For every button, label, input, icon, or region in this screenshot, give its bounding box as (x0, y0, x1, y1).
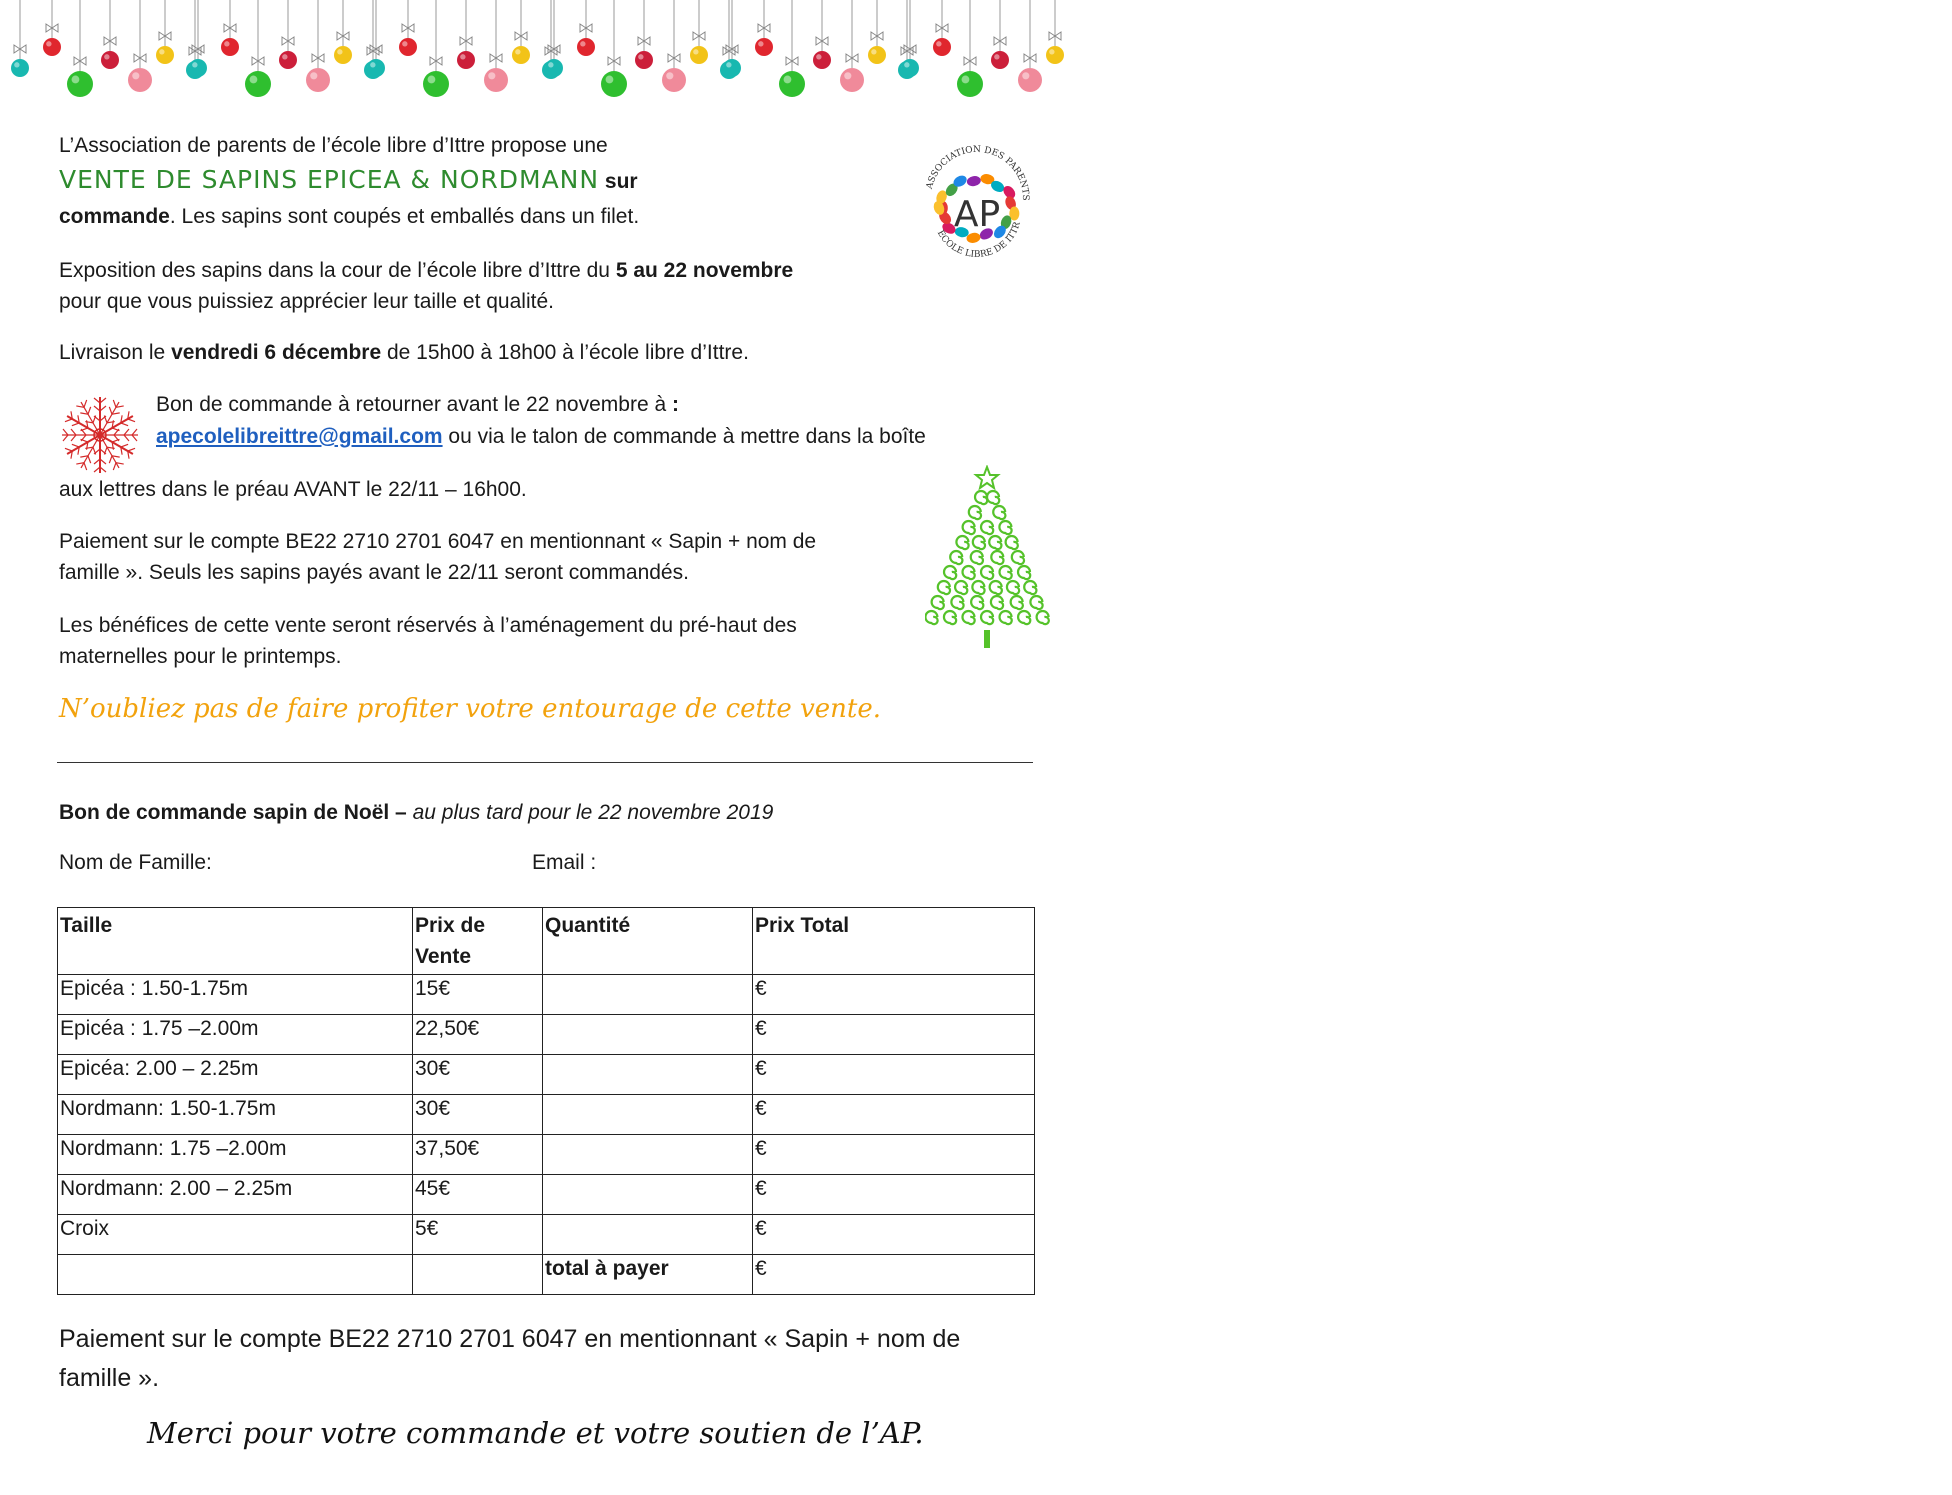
exposition-line1 (59, 255, 793, 286)
benefices-line2: maternelles pour le printemps. (59, 645, 342, 668)
ornament-ball (128, 68, 152, 92)
ornament-ball (779, 71, 805, 97)
ornament-ball (101, 51, 119, 69)
cell-prix: 5€ (413, 1215, 543, 1255)
cell-prix: 22,50€ (413, 1015, 543, 1055)
livraison-date: vendredi 6 décembre (171, 341, 382, 364)
ornament-ball (755, 38, 773, 56)
table-row (58, 975, 1035, 1015)
ornament-ball (11, 59, 29, 77)
ornament-garland (0, 0, 1070, 112)
cell-prix: 30€ (413, 1095, 543, 1135)
cell-taille: Epicéa : 1.50-1.75m (58, 975, 413, 1015)
cell-empty (58, 1255, 413, 1295)
cell-taille: Epicéa : 1.75 –2.00m (58, 1015, 413, 1055)
sale-headline: VENTE DE SAPINS EPICEA & NORDMANN (59, 165, 600, 194)
table-row (58, 1175, 1035, 1215)
cell-taille: Nordmann: 1.50-1.75m (58, 1095, 413, 1135)
name-label: Nom de Famille: (59, 851, 212, 874)
benefices-line1: Les bénéfices de cette vente seront réservés à l’aménagement du pré-haut des (59, 614, 797, 637)
exposition-pre: Exposition des sapins dans la cour de l’école libre d’Ittre du (59, 259, 616, 282)
retour-line1 (156, 389, 679, 420)
commande-bold: commande (59, 205, 170, 228)
cell-quantite[interactable] (543, 1175, 753, 1215)
intro-headline-line (59, 164, 638, 197)
cell-total[interactable]: € (753, 1055, 1035, 1095)
cell-total[interactable]: € (753, 1175, 1035, 1215)
ornament-ball (662, 68, 686, 92)
ornament-ball (840, 68, 864, 92)
ornament-ball (334, 46, 352, 64)
ornament-ball (545, 59, 563, 77)
table-header-row (58, 908, 1035, 975)
ornament-ball (43, 38, 61, 56)
footer-paiement-line2: famille ». (59, 1364, 160, 1392)
livraison-post: de 15h00 à 18h00 à l’école libre d’Ittre. (381, 341, 749, 364)
ornament-ball (512, 46, 530, 64)
cell-taille: Nordmann: 1.75 –2.00m (58, 1135, 413, 1175)
ornament-ball (933, 38, 951, 56)
table-row (58, 1015, 1035, 1055)
retour-line3: aux lettres dans le préau AVANT le 22/11 – 16h00. (59, 478, 527, 501)
ornament-ball (399, 38, 417, 56)
logo-bottom-text: ÉCOLE LIBRE DE ITTR (934, 220, 1023, 260)
logo-top-text: ASSOCIATION DES PARENTS (924, 145, 1031, 201)
ornament-ball (957, 71, 983, 97)
paiement-line1: Paiement sur le compte BE22 2710 2701 6047 en mentionnant « Sapin + nom de (59, 530, 817, 553)
ornament-ball (484, 68, 508, 92)
ornament-ball (306, 68, 330, 92)
header-quantite: Quantité (543, 908, 753, 975)
ornament-ball (245, 71, 271, 97)
intro-line3-rest: . Les sapins sont coupés et emballés dans un filet. (169, 205, 640, 228)
exposition-line2: pour que vous puissiez apprécier leur taille et qualité. (59, 290, 554, 313)
ornament-ball (156, 46, 174, 64)
footer-paiement-line1: Paiement sur le compte BE22 2710 2701 6047 en mentionnant « Sapin + nom de (59, 1325, 961, 1353)
ornament-ball (67, 71, 93, 97)
email-link[interactable]: apecolelibreittre@gmail.com (156, 425, 443, 448)
ornament-ball (221, 38, 239, 56)
exposition-dates: 5 au 22 novembre (615, 259, 794, 282)
intro-line1: L’Association de parents de l’école libre d’Ittre propose une (59, 134, 608, 157)
ornament-ball (423, 71, 449, 97)
cell-quantite[interactable] (543, 975, 753, 1015)
retour-line2 (156, 421, 926, 452)
ornament-ball (189, 59, 207, 77)
cell-total[interactable]: € (753, 1015, 1035, 1055)
cell-quantite[interactable] (543, 1055, 753, 1095)
cell-prix: 15€ (413, 975, 543, 1015)
paiement-line2: famille ». Seuls les sapins payés avant le 22/11 seront commandés. (59, 561, 689, 584)
cell-quantite[interactable] (543, 1135, 753, 1175)
ornament-ball (1046, 46, 1064, 64)
headline-suffix: sur (604, 170, 638, 193)
cell-prix: 30€ (413, 1055, 543, 1095)
ornament-ball (723, 59, 741, 77)
cell-quantite[interactable] (543, 1215, 753, 1255)
ornament-ball (635, 51, 653, 69)
total-label: total à payer (543, 1255, 753, 1295)
header-prix: Prix de Vente (413, 908, 543, 975)
cell-taille: Nordmann: 2.00 – 2.25m (58, 1175, 413, 1215)
table-row (58, 1055, 1035, 1095)
ornament-ball (601, 71, 627, 97)
ornament-ball (577, 38, 595, 56)
snowflake-icon (58, 393, 142, 477)
form-deadline: au plus tard pour le 22 novembre 2019 (412, 801, 774, 824)
ornament-ball (813, 51, 831, 69)
footer-paiement (59, 1320, 960, 1398)
table-row (58, 1095, 1035, 1135)
cell-total[interactable]: € (753, 975, 1035, 1015)
cell-prix: 45€ (413, 1175, 543, 1215)
ornament-ball (690, 46, 708, 64)
cell-taille: Epicéa: 2.00 – 2.25m (58, 1055, 413, 1095)
ornament-ball (279, 51, 297, 69)
cell-total[interactable]: € (753, 1135, 1035, 1175)
cut-separator (57, 762, 1033, 763)
ornament-ball (868, 46, 886, 64)
table-row (58, 1215, 1035, 1255)
table-total-row (58, 1255, 1035, 1295)
cell-prix: 37,50€ (413, 1135, 543, 1175)
ornament-ball (457, 51, 475, 69)
thank-you-message: Merci pour votre commande et votre soutien de l’AP. (147, 1416, 924, 1450)
intro-line3 (59, 201, 639, 232)
livraison-line (59, 337, 749, 368)
cell-empty (413, 1255, 543, 1295)
table-row (58, 1135, 1035, 1175)
logo-letters: AP (953, 194, 1001, 235)
header-prix-total: Prix Total (753, 908, 1035, 975)
order-table (57, 907, 1035, 1295)
christmas-tree-icon (925, 465, 1050, 650)
cell-taille: Croix (58, 1215, 413, 1255)
cell-quantite[interactable] (543, 1095, 753, 1135)
total-value[interactable]: € (753, 1255, 1035, 1295)
association-logo (917, 140, 1037, 275)
ornament-ball (1018, 68, 1042, 92)
ornament-ball (991, 51, 1009, 69)
email-label: Email : (532, 851, 597, 874)
reminder-text: N’oubliez pas de faire profiter votre entourage de cette vente. (59, 694, 881, 724)
form-title-bold: Bon de commande sapin de Noël – (59, 801, 413, 824)
cell-total[interactable]: € (753, 1095, 1035, 1135)
cell-quantite[interactable] (543, 1015, 753, 1055)
header-taille: Taille (58, 908, 413, 975)
form-title (59, 797, 773, 828)
retour-colon: : (671, 393, 679, 416)
ornament-ball (901, 59, 919, 77)
cell-total[interactable]: € (753, 1215, 1035, 1255)
retour-text: Bon de commande à retourner avant le 22 novembre à (156, 393, 672, 416)
retour-line2-rest: ou via le talon de commande à mettre dans la boîte (442, 425, 926, 448)
ornament-ball (367, 59, 385, 77)
livraison-pre: Livraison le (59, 341, 172, 364)
